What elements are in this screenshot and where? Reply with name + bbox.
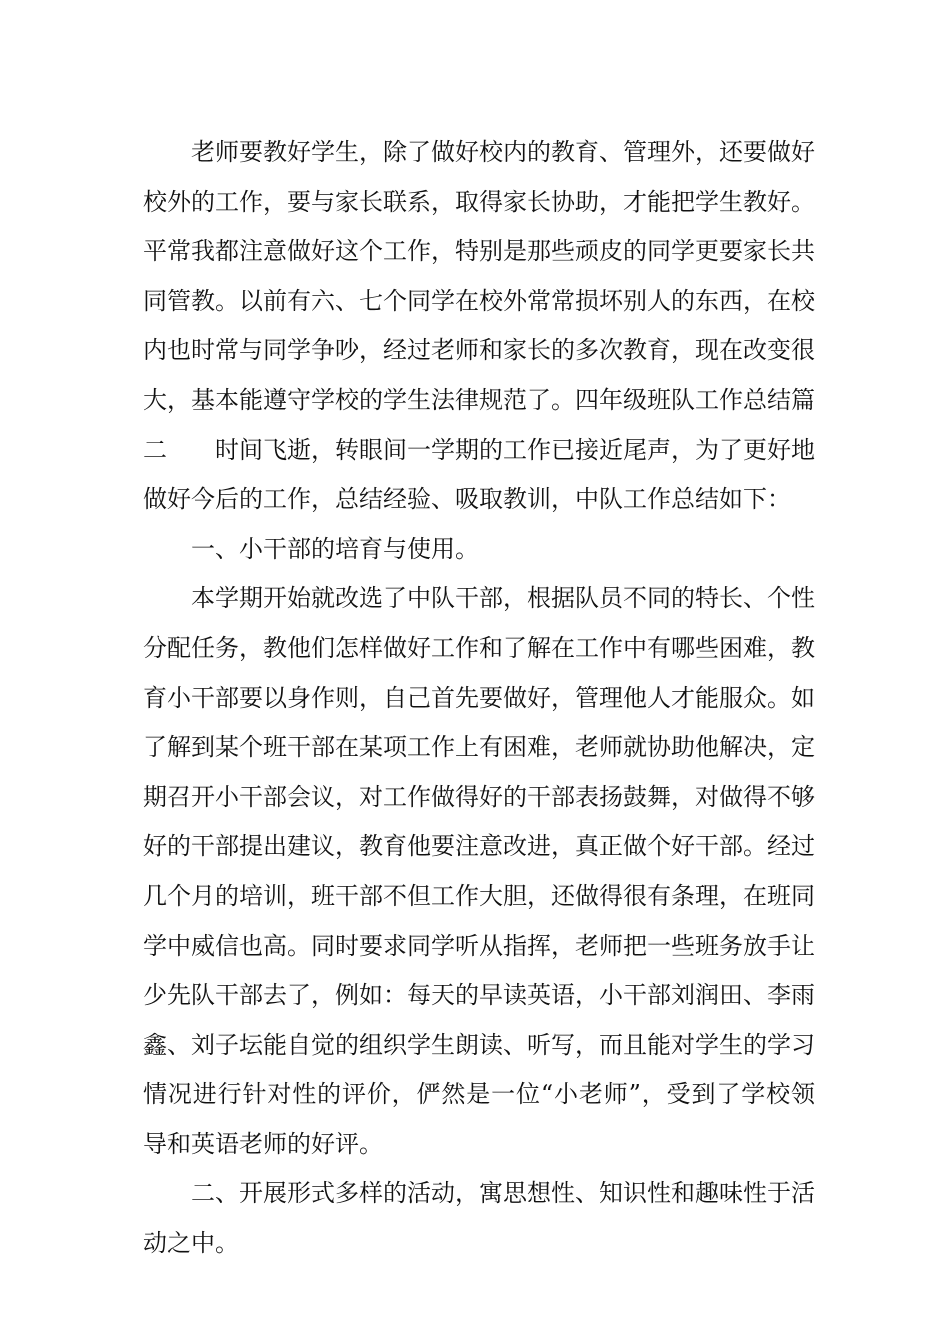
heading-section-two: 二、开展形式多样的活动，寓思想性、知识性和趣味性于活动之中。 (143, 1179, 815, 1258)
paragraph-parent-communication: 老师要教好学生，除了做好校内的教育、管理外，还要做好校外的工作，要与家长联系，取得家长协助，才能把学生教好。平常我都注意做好这个工作，特别是那些顽皮的同学更要家长共同管教。以前有六、七个同学在校外常常损坏别人的东西，在校内也时常与同学争吵，经过老师和家长的多次教育，现在改变很大，基本能遵守学校的学生法律规范了。四年级班队工作总结篇二 时间飞逝，转眼间一学期的工作已接近尾声，为了更好地做好今后的工作，总结经验、吸取教训，中队工作总结如下： (143, 138, 815, 514)
paragraph-cadre-training: 本学期开始就改选了中队干部，根据队员不同的特长、个性分配任务，教他们怎样做好工作和了解在工作中有哪些困难，教育小干部要以身作则，自己首先要做好，管理他人才能服众。如了解到某个班干部在某项工作上有困难，老师就协助他解决，定期召开小干部会议，对工作做得好的干部表扬鼓舞，对做得不够好的干部提出建议，教育他要注意改进，真正做个好干部。经过几个月的培训，班干部不但工作大胆，还做得很有条理，在班同学中威信也高。同时要求同学听从指挥，老师把一些班务放手让少先队干部去了，例如：每天的早读英语，小干部刘润田、李雨鑫、刘子坛能自觉的组织学生朗读、听写，而且能对学生的学习情况进行针对性的评价，俨然是一位“小老师”，受到了学校领导和英语老师的好评。 (143, 584, 815, 1158)
heading-section-one: 一、小干部的培育与使用。 (191, 534, 479, 563)
document-body (143, 128, 815, 1269)
